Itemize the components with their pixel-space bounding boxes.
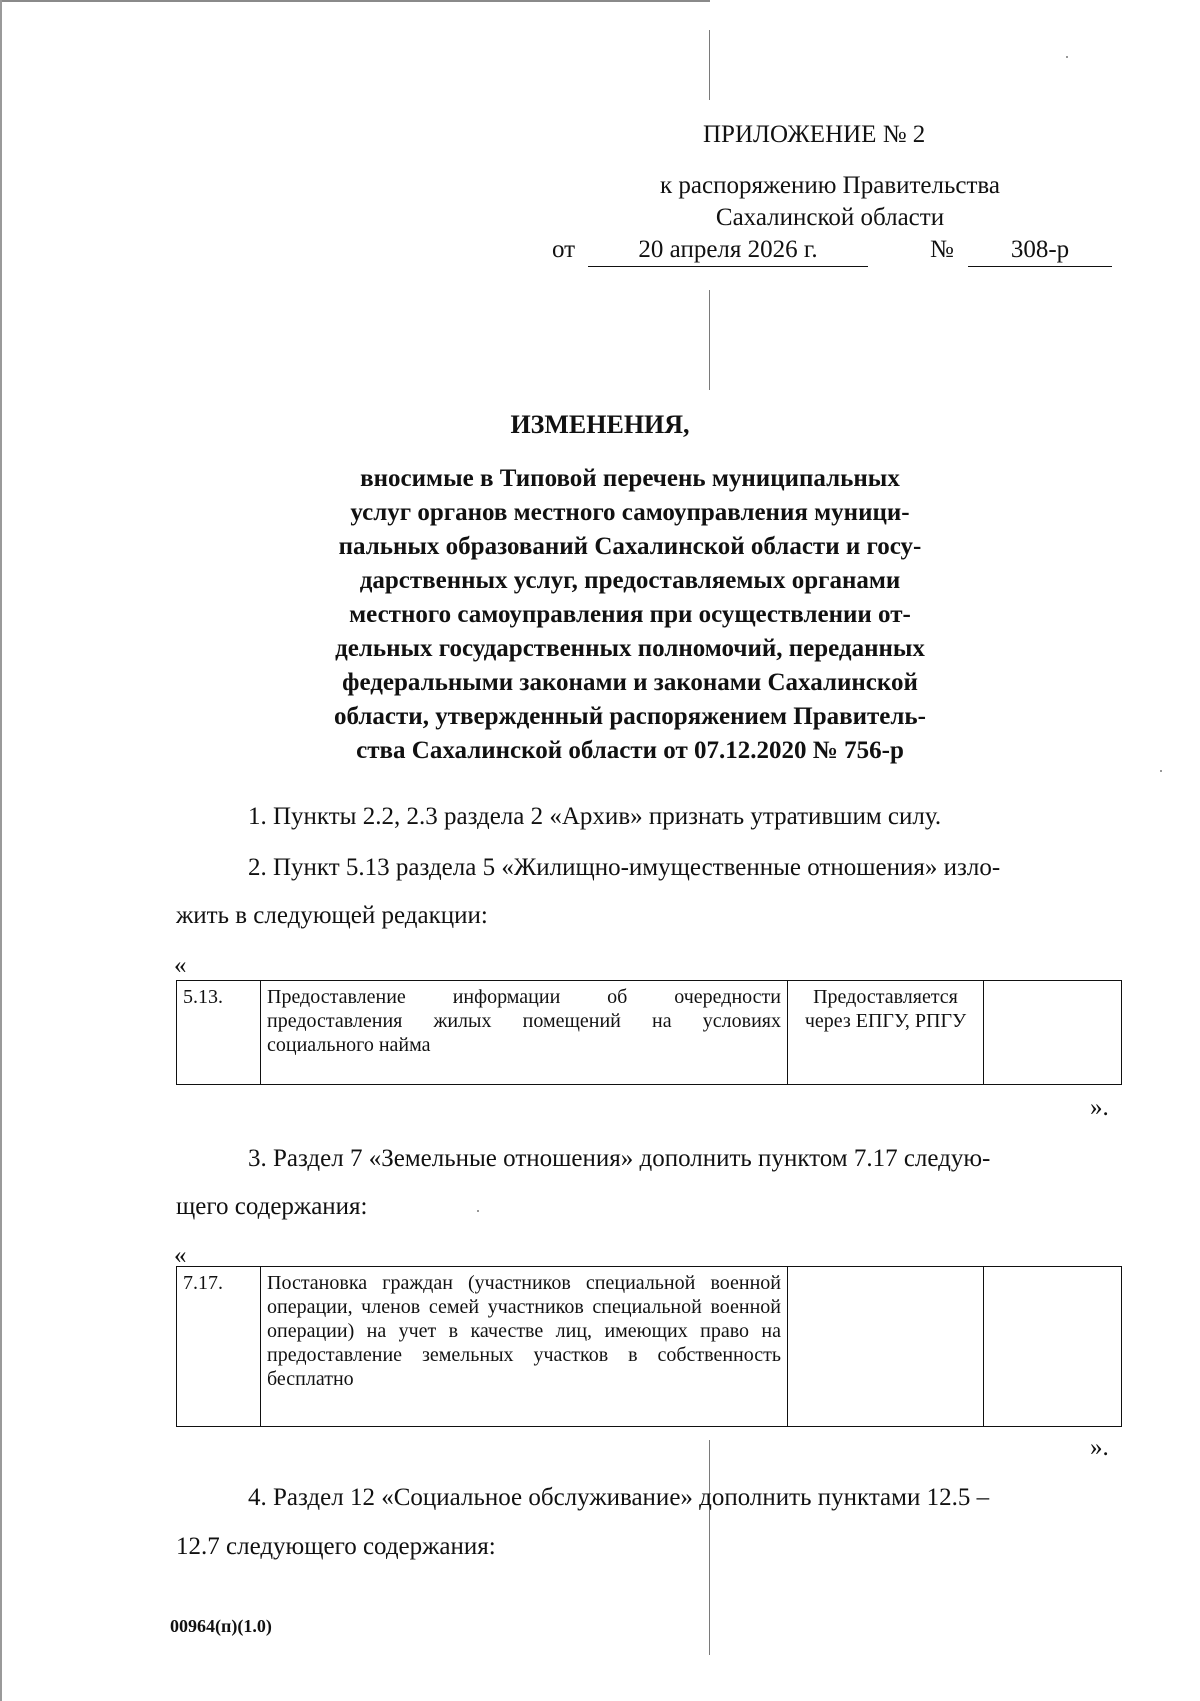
number-label: №: [930, 236, 954, 263]
item-4-line-1: 4. Раздел 12 «Социальное обслуживание» дополнить пунктами 12.5 –: [248, 1484, 990, 1511]
row-number: 5.13.: [177, 981, 261, 1085]
subtitle-line: местного самоуправления при осуществлении от-: [349, 601, 911, 628]
scan-speck: [1160, 770, 1162, 772]
row-note: Предоставляется через ЕПГУ, РПГУ: [788, 981, 984, 1085]
subtitle-line: услуг органов местного самоуправления муници-: [350, 499, 910, 526]
scan-speck: [1066, 56, 1068, 58]
order-number: 308-р: [968, 236, 1112, 267]
subtitle-line: дельных государственных полномочий, переданных: [335, 635, 925, 662]
document-title: ИЗМЕНЕНИЯ,: [510, 410, 690, 439]
subtitle-line: ства Сахалинской области от 07.12.2020 № 756-р: [356, 737, 904, 764]
scan-speck: [477, 1210, 479, 1212]
row-description: Предоставление информации об очередности предоставления жилых помещений на условиях социального найма: [261, 981, 788, 1085]
appendix-title: ПРИЛОЖЕНИЕ № 2: [703, 121, 926, 148]
scan-edge-top: [0, 0, 710, 2]
row-extra: [984, 981, 1122, 1085]
quote-open: «: [174, 1242, 187, 1269]
table-item-5-13: [176, 980, 1122, 1085]
subtitle-line: пальных образований Сахалинской области и госу-: [338, 533, 922, 560]
scan-fold-line: [709, 290, 710, 390]
row-description: Постановка граждан (участников специальной военной операции, членов семей участников специальной военной операции) на учет в качестве лиц, имеющих право на предоставление земельных участков в собственность бесплатно: [261, 1267, 788, 1427]
item-4-line-2: 12.7 следующего содержания:: [176, 1533, 496, 1560]
date-label: от: [552, 236, 576, 263]
quote-open: «: [174, 952, 187, 979]
row-extra: [984, 1267, 1122, 1427]
table-item-7-17: [176, 1266, 1122, 1427]
scan-fold-line: [709, 1440, 710, 1655]
quote-close: ».: [1090, 1434, 1109, 1461]
appendix-order-line: к распоряжению Правительства: [659, 172, 1000, 199]
item-2-line-1: 2. Пункт 5.13 раздела 5 «Жилищно-имущественные отношения» изло-: [248, 854, 1001, 881]
subtitle-line: дарственных услуг, предоставляемых органами: [359, 567, 901, 594]
table-row: [177, 1267, 1122, 1427]
subtitle-line: федеральными законами и законами Сахалинской: [342, 669, 918, 696]
scan-edge-left: [0, 0, 2, 1701]
order-date-row: [552, 236, 1112, 272]
document-subtitle: [300, 462, 960, 768]
item-3-line-1: 3. Раздел 7 «Земельные отношения» дополнить пунктом 7.17 следую-: [248, 1145, 991, 1172]
appendix-region-line: Сахалинской области: [715, 204, 945, 231]
row-number: 7.17.: [177, 1267, 261, 1427]
item-3-line-2: щего содержания:: [176, 1193, 368, 1220]
scan-fold-line: [709, 30, 710, 100]
form-code: 00964(п)(1.0): [170, 1616, 272, 1636]
table-row: [177, 981, 1122, 1085]
item-2-line-2: жить в следующей редакции:: [176, 902, 488, 929]
item-1: 1. Пункты 2.2, 2.3 раздела 2 «Архив» признать утратившим силу.: [248, 803, 942, 830]
subtitle-line: вносимые в Типовой перечень муниципальных: [360, 465, 900, 492]
order-date: 20 апреля 2026 г.: [588, 236, 868, 267]
row-note: [788, 1267, 984, 1427]
subtitle-line: области, утвержденный распоряжением Правитель-: [334, 703, 926, 730]
quote-close: ».: [1090, 1094, 1109, 1121]
